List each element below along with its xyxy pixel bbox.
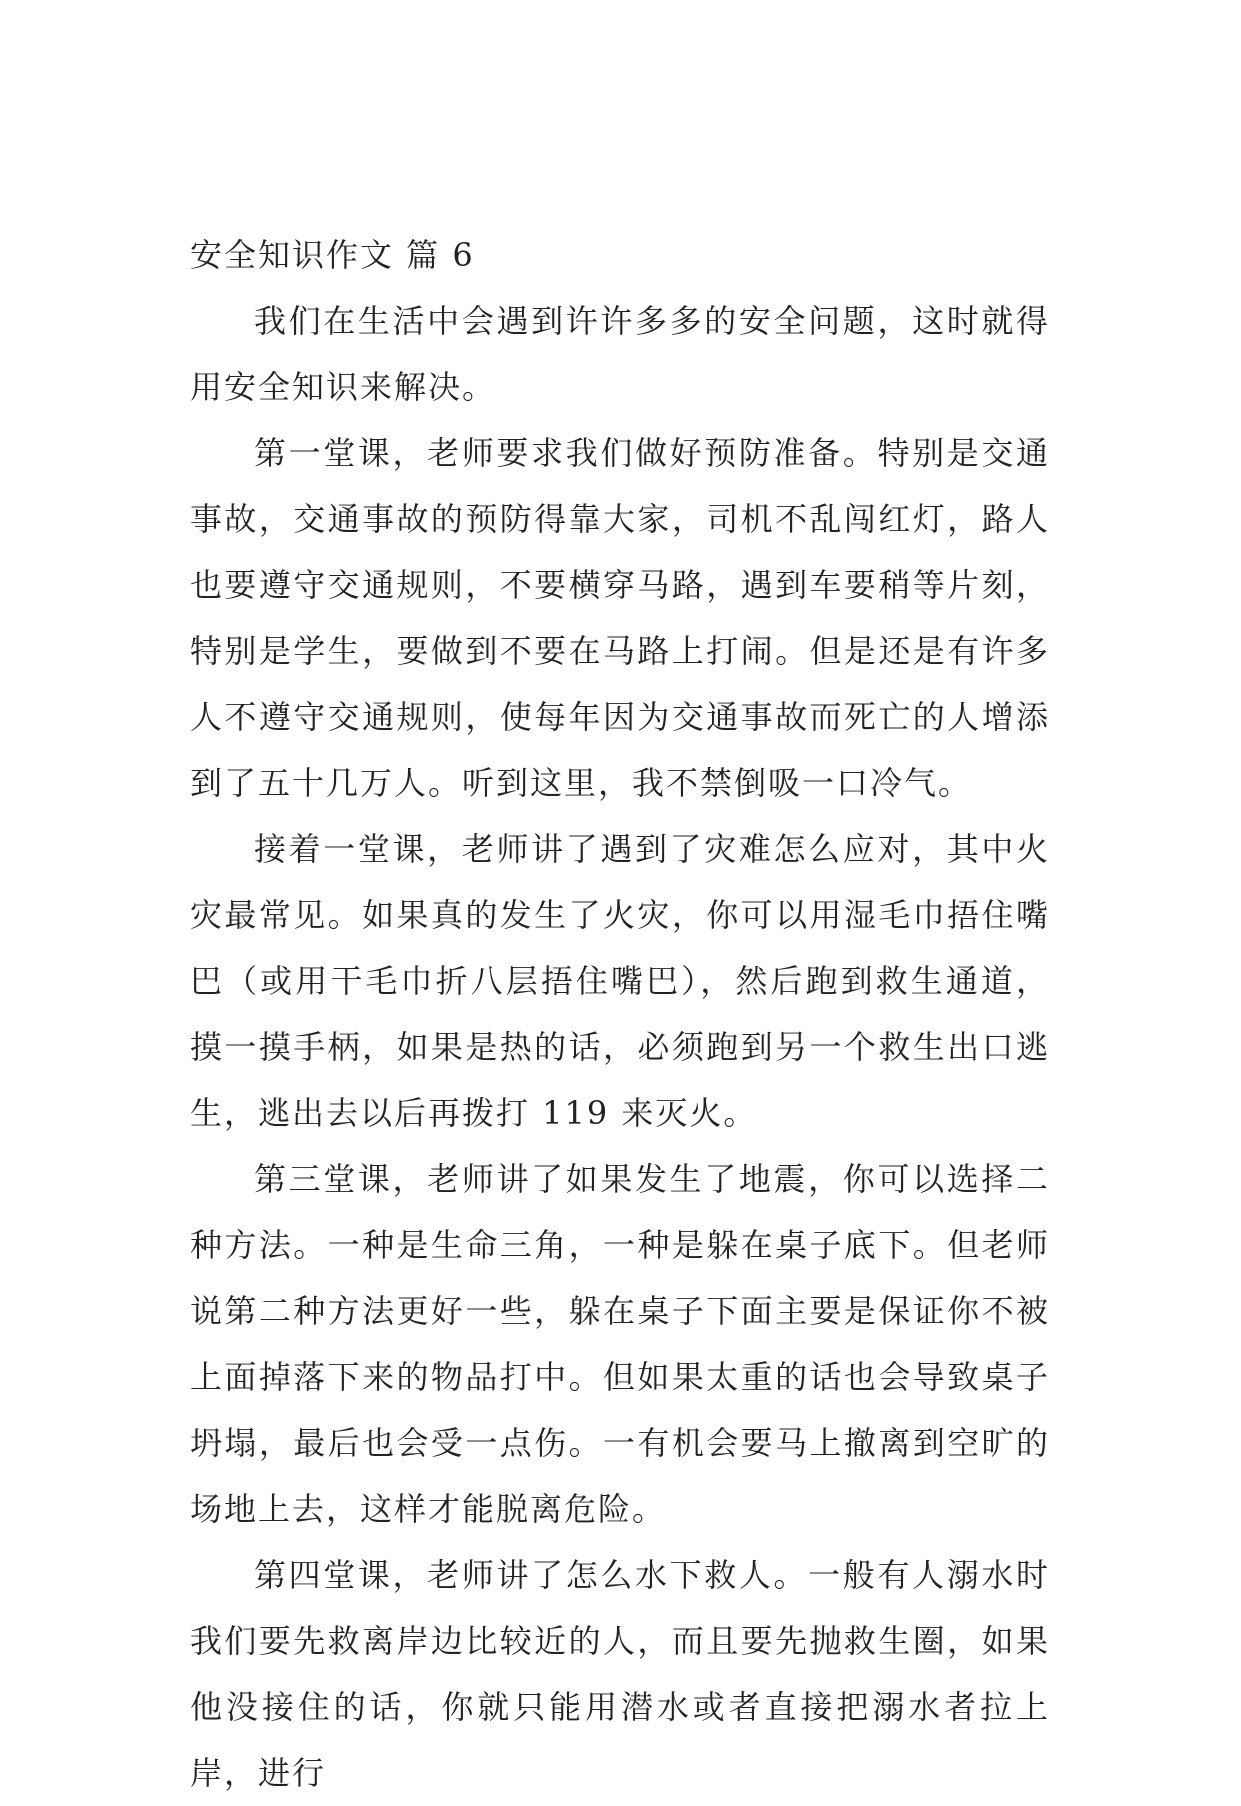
paragraph-earthquake-safety: 第三堂课，老师讲了如果发生了地震，你可以选择二种方法。一种是生命三角，一种是躲在桌子底下。但老师说第二种方法更好一些，躲在桌子下面主要是保证你不被上面掉落下来的物品打中。但如果太重的话也会导致桌子坍塌，最后也会受一点伤。一有机会要马上撤离到空旷的场地上去，这样才能脱离危险。: [190, 1160, 1050, 1528]
paragraph-intro: 我们在生活中会遇到许许多多的安全问题，这时就得用安全知识来解决。: [190, 302, 1050, 406]
document-body: [190, 222, 1050, 1806]
paragraph-water-rescue: 第四堂课，老师讲了怎么水下救人。一般有人溺水时我们要先救离岸边比较近的人，而且要先抛救生圈，如果他没接住的话，你就只能用潜水或者直接把溺水者拉上岸，进行: [190, 1556, 1050, 1792]
paragraph-traffic-safety: 第一堂课，老师要求我们做好预防准备。特别是交通事故，交通事故的预防得靠大家，司机不乱闯红灯，路人也要遵守交通规则，不要横穿马路，遇到车要稍等片刻，特别是学生，要做到不要在马路上打闹。但是还是有许多人不遵守交通规则，使每年因为交通事故而死亡的人增添到了五十几万人。听到这里，我不禁倒吸一口冷气。: [190, 434, 1050, 802]
document-heading: 安全知识作文 篇 6: [190, 236, 475, 274]
paragraph-fire-safety: 接着一堂课，老师讲了遇到了灾难怎么应对，其中火灾最常见。如果真的发生了火灾，你可以用湿毛巾捂住嘴巴（或用干毛巾折八层捂住嘴巴），然后跑到救生通道，摸一摸手柄，如果是热的话，必须跑到另一个救生出口逃生，逃出去以后再拨打 119 来灭火。: [190, 830, 1050, 1132]
